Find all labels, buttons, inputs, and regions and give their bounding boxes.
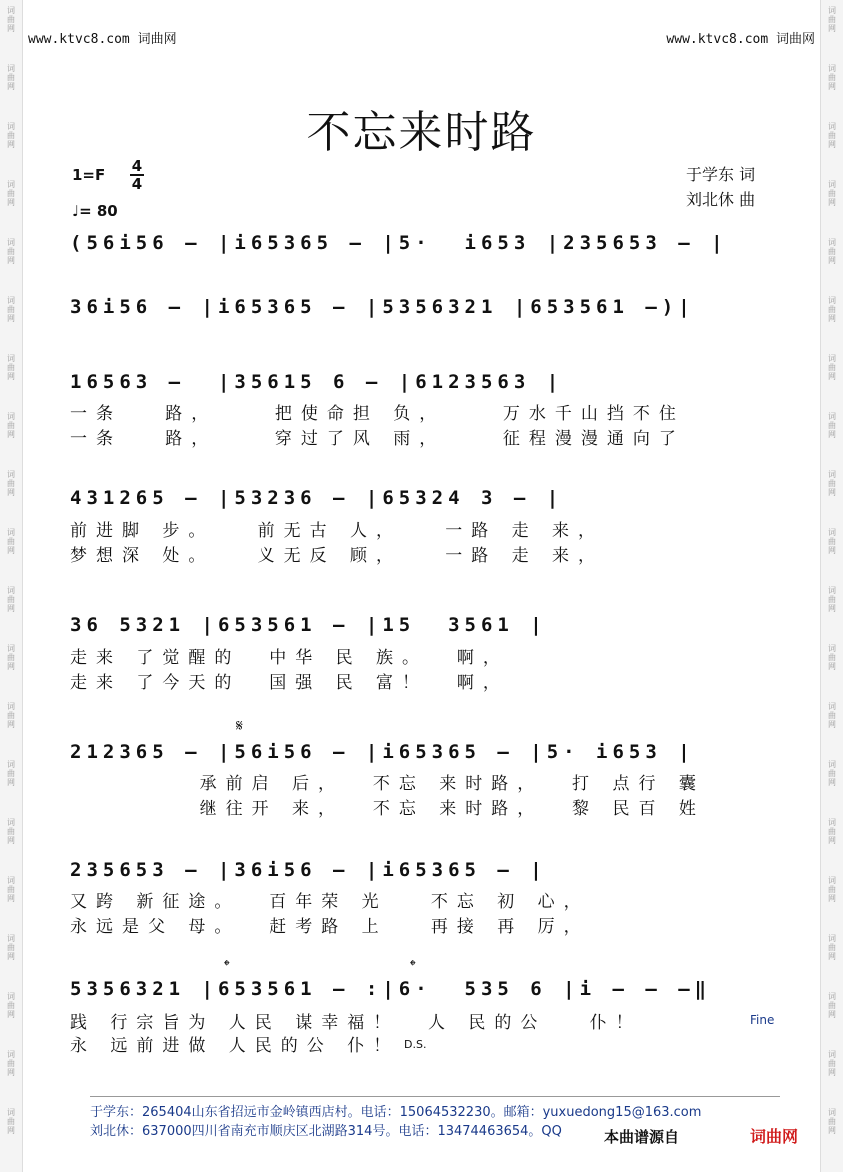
lyricist-credit: 于学东 词 — [686, 165, 756, 184]
watermark-text: 词 曲 网 — [7, 760, 15, 787]
lyrics-verse-2: 一条 路， 穿过了风 雨， 征程漫漫通向了 — [70, 429, 685, 449]
watermark-text: 词 曲 网 — [828, 818, 836, 845]
watermark-text: 词 曲 网 — [828, 122, 836, 149]
lyrics-verse-1: 践 行宗旨为 人民 谋幸福！ 人 民的公 仆！ — [70, 1013, 642, 1033]
source-label: 本曲谱源自 — [604, 1128, 680, 1146]
site-url-left[interactable]: www.ktvc8.com 词曲网 — [28, 32, 177, 47]
watermark-text: 词 曲 网 — [7, 470, 15, 497]
watermark-text: 词 曲 网 — [828, 64, 836, 91]
notes-line: (56i56 – |i65365 – |5· i653 |235653 – | — [70, 232, 728, 254]
notes-line: 212365 – |56i56 – |i65365 – |5· i653 | — [70, 741, 695, 763]
tempo-marking: ♩= 80 — [72, 202, 118, 220]
footer-divider — [90, 1096, 780, 1097]
composer-credit: 刘北休 曲 — [686, 190, 756, 209]
song-title: 不忘来时路 — [306, 107, 537, 158]
watermark-text: 词 曲 网 — [7, 992, 15, 1019]
lyrics-verse-2: 走来 了今天的 国强 民 富！ 啊， — [70, 673, 509, 693]
watermark-text: 词 曲 网 — [7, 412, 15, 439]
watermark-text: 词 曲 网 — [7, 238, 15, 265]
lyrics-verse-2: 永 远前进做 人民的公 仆！ — [70, 1036, 400, 1056]
watermark-text: 词 曲 网 — [828, 1108, 836, 1135]
left-watermark-strip — [0, 0, 23, 1172]
watermark-text: 词 曲 网 — [828, 412, 836, 439]
watermark-text: 词 曲 网 — [828, 876, 836, 903]
lyrics-verse-1: 承前启 后， 不忘 来时路， 打 点行 囊 — [70, 774, 705, 794]
watermark-text: 词 曲 网 — [7, 876, 15, 903]
watermark-text: 词 曲 网 — [7, 528, 15, 555]
watermark-text: 词 曲 网 — [828, 180, 836, 207]
watermark-text: 词 曲 网 — [828, 296, 836, 323]
coda-sign: 𝄌 — [410, 956, 416, 975]
lyrics-verse-1: 一条 路， 把使命担 负， 万水千山挡不住 — [70, 404, 685, 424]
lyrics-verse-1: 又跨 新征途。 百年荣 光 不忘 初 心， — [70, 892, 590, 912]
watermark-text: 词 曲 网 — [828, 702, 836, 729]
watermark-text: 词 曲 网 — [7, 180, 15, 207]
watermark-text: 词 曲 网 — [7, 6, 15, 33]
lyrics-verse-2: 继往开 来， 不忘 来时路， 黎 民百 姓 — [70, 799, 705, 819]
lyrics-verse-1: 前进脚 步。 前无古 人， 一路 走 来， — [70, 521, 605, 541]
notes-line: 36 5321 |653561 – |15 3561 | — [70, 614, 547, 636]
watermark-text: 词 曲 网 — [828, 992, 836, 1019]
lyrics-verse-1: 走来 了觉醒的 中华 民 族。 啊， — [70, 648, 509, 668]
key-signature: 1=F — [72, 166, 106, 184]
watermark-text: 词 曲 网 — [828, 528, 836, 555]
lyricist-contact: 于学东：265404山东省招远市金岭镇西店村。电话：15064532230。邮箱：yuxuedong15@163.com — [90, 1105, 702, 1120]
watermark-text: 词 曲 网 — [828, 934, 836, 961]
coda-sign: 𝄌 — [224, 956, 230, 975]
watermark-text: 词 曲 网 — [7, 1050, 15, 1077]
site-url-right[interactable]: www.ktvc8.com 词曲网 — [666, 32, 815, 47]
notes-line: 36i56 – |i65365 – |5356321 |653561 –)| — [70, 296, 695, 318]
watermark-text: 词 曲 网 — [828, 1050, 836, 1077]
watermark-text: 词 曲 网 — [7, 644, 15, 671]
watermark-text: 词 曲 网 — [828, 470, 836, 497]
watermark-text: 词 曲 网 — [828, 6, 836, 33]
watermark-text: 词 曲 网 — [7, 296, 15, 323]
notes-line: 16563 – |35615 6 – |6123563 | — [70, 371, 564, 393]
fine-marking: Fine — [750, 1013, 775, 1027]
watermark-text: 词 曲 网 — [7, 1108, 15, 1135]
lyrics-verse-2: 梦想深 处。 义无反 顾， 一路 走 来， — [70, 546, 605, 566]
watermark-text: 词 曲 网 — [7, 934, 15, 961]
watermark-text: 词 曲 网 — [7, 122, 15, 149]
segno-sign: 𝄋 — [236, 716, 243, 735]
notes-line: 431265 – |53236 – |65324 3 – | — [70, 487, 564, 509]
watermark-text: 词 曲 网 — [7, 64, 15, 91]
score-system-1 — [70, 232, 776, 268]
watermark-text: 词 曲 网 — [7, 702, 15, 729]
watermark-text: 词 曲 网 — [828, 354, 836, 381]
site-logo[interactable]: 词曲网 — [750, 1127, 799, 1146]
notes-line: 5356321 |653561 – :|6· 535 6 |i – – –‖ — [70, 978, 712, 1000]
ds-marking: D.S. — [404, 1038, 427, 1051]
right-watermark-strip — [820, 0, 843, 1172]
watermark-text: 词 曲 网 — [828, 644, 836, 671]
time-signature-bottom: 4 — [131, 175, 143, 193]
lyrics-verse-2: 永远是父 母。 赶考路 上 再接 再 厉， — [70, 917, 590, 937]
watermark-text: 词 曲 网 — [828, 760, 836, 787]
watermark-text: 词 曲 网 — [828, 238, 836, 265]
watermark-text: 词 曲 网 — [828, 586, 836, 613]
composer-contact: 刘北休：637000四川省南充市顺庆区北湖路314号。电话：13474463654。QQ — [90, 1124, 562, 1139]
time-signature — [130, 158, 144, 192]
watermark-text: 词 曲 网 — [7, 586, 15, 613]
score-system-2 — [70, 296, 776, 332]
notes-line: 235653 – |36i56 – |i65365 – | — [70, 859, 547, 881]
watermark-text: 词 曲 网 — [7, 354, 15, 381]
watermark-text: 词 曲 网 — [7, 818, 15, 845]
time-signature-top: 4 — [131, 157, 143, 175]
